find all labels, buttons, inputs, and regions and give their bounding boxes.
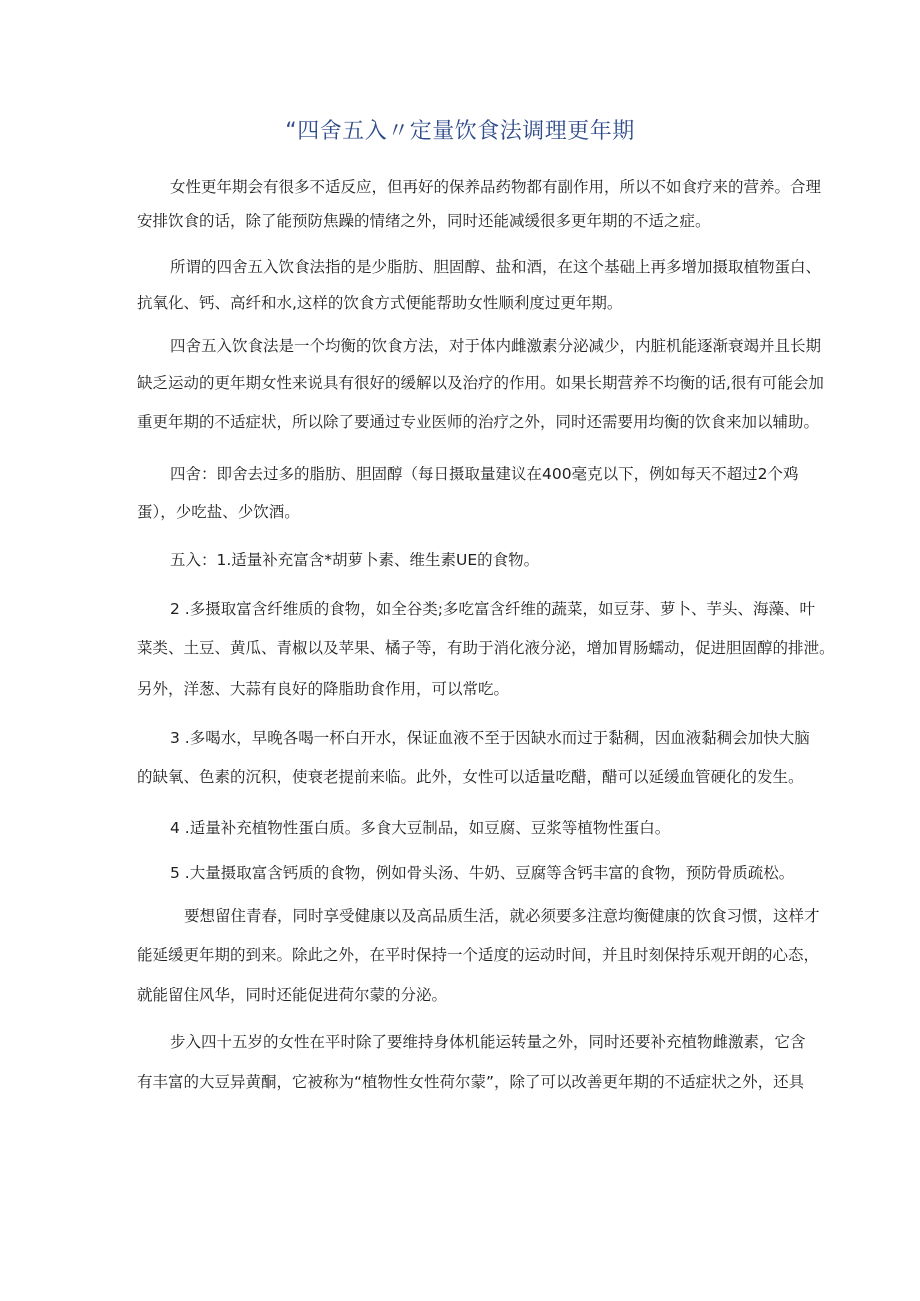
text-line: 有丰富的大豆异黄酮，它被称为“植物性女性荷尔蒙”，除了可以改善更年期的不适症状之外，还具 xyxy=(137,1073,805,1091)
document-title: “四舍五入〃定量饮食法调理更年期 xyxy=(285,119,635,144)
text-line: 要想留住青春，同时享受健康以及高品质生活，就必须要多注意均衡健康的饮食习惯，这样才 xyxy=(184,907,820,925)
text-line: 四舍五入饮食法是一个均衡的饮食方法，对于体内雌激素分泌减少，内脏机能逐渐衰竭并且长期 xyxy=(170,337,822,355)
text-line: 缺乏运动的更年期女性来说具有很好的缓解以及治疗的作用。如果长期营养不均衡的话,很有可能会加 xyxy=(137,374,824,392)
text-line: 5 .大量摄取富含钙质的食物，例如骨头汤、牛奶、豆腐等含钙丰富的食物，预防骨质疏松。 xyxy=(170,864,795,882)
text-line: 抗氧化、钙、高纤和水,这样的饮食方式便能帮助女性顺利度过更年期。 xyxy=(137,294,623,312)
text-line: 4 .适量补充植物性蛋白质。多食大豆制品，如豆腐、豆浆等植物性蛋白。 xyxy=(170,819,671,837)
text-line: 另外，洋葱、大蒜有良好的降脂助食作用，可以常吃。 xyxy=(137,680,510,698)
text-line: 所谓的四舍五入饮食法指的是少脂肪、胆固醇、盐和酒，在这个基础上再多增加摄取植物蛋白、 xyxy=(170,258,822,276)
text-line: 3 .多喝水，早晚各喝一杯白开水，保证血液不至于因缺水而过于黏稠，因血液黏稠会加快大脑 xyxy=(170,729,810,747)
text-line: 安排饮食的话，除了能预防焦躁的情绪之外，同时还能减缓很多更年期的不适之症。 xyxy=(137,212,711,230)
text-line: 的缺氧、色素的沉积，使衰老提前来临。此外，女性可以适量吃醋，醋可以延缓血管硬化的发生。 xyxy=(137,768,804,786)
text-line: 四舍：即舍去过多的脂肪、胆固醇（每日摄取量建议在400毫克以下，例如每天不超过2个鸡 xyxy=(170,465,799,483)
text-line: 2 .多摄取富含纤维质的食物，如全谷类;多吃富含纤维的蔬菜，如豆芽、萝卜、芋头、海藻、叶 xyxy=(170,600,815,618)
text-line: 五入：1.适量补充富含*胡萝卜素、维生素UE的食物。 xyxy=(170,551,540,569)
text-line: 蛋），少吃盐、少饮酒。 xyxy=(137,503,300,521)
text-line: 女性更年期会有很多不适反应，但再好的保养品药物都有副作用，所以不如食疗来的营养。合理 xyxy=(170,178,822,196)
text-line: 就能留住风华，同时还能促进荷尔蒙的分泌。 xyxy=(137,986,448,1004)
text-line: 能延缓更年期的到来。除此之外，在平时保持一个适度的运动时间，并且时刻保持乐观开朗的心态， xyxy=(137,946,820,964)
text-line: 菜类、土豆、黄瓜、青椒以及苹果、橘子等，有助于消化液分泌，增加胃肠蠕动，促进胆固醇的排泄。 xyxy=(137,639,835,657)
text-line: 重更年期的不适症状，所以除了要通过专业医师的治疗之外，同时还需要用均衡的饮食来加以辅助。 xyxy=(137,413,820,431)
text-line: 步入四十五岁的女性在平时除了要维持身体机能运转量之外，同时还要补充植物雌激素，它含 xyxy=(170,1033,806,1051)
